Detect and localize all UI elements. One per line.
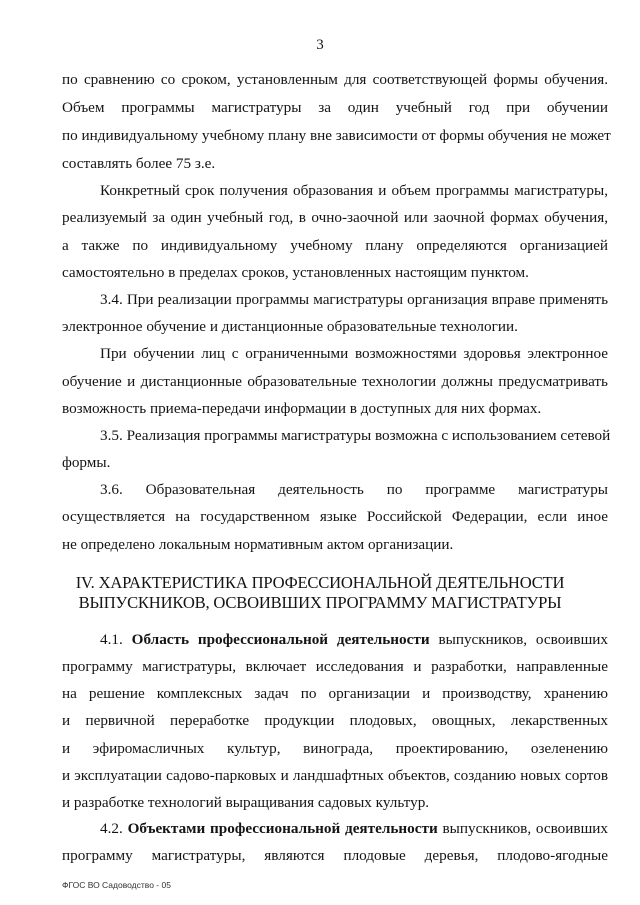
item-text: выпускников, освоивших <box>438 631 609 648</box>
item-4-2-line <box>100 819 608 839</box>
text-line: Конкретный срок получения образования и объем программы магистратуры, <box>100 182 608 199</box>
text-line: и эфиромасличных культур, винограда, проектированию, озеленению <box>62 740 608 757</box>
text-line: на решение комплексных задач по организации и производству, хранению <box>62 685 608 702</box>
text-line: осуществляется на государственном языке Российской Федерации, если иное <box>62 508 608 525</box>
bold-term: Область профессиональной деятельности <box>131 631 430 648</box>
text-line: по индивидуальному учебному плану вне зависимости от формы обучения не может <box>62 127 611 144</box>
text-line: Объем программы магистратуры за один учебный год при обучении <box>62 99 608 116</box>
text-line: 3.6. Образовательная деятельность по программе магистратуры <box>100 481 608 498</box>
text-line: самостоятельно в пределах сроков, установленных настоящим пунктом. <box>62 264 529 281</box>
item-text: выпускников, освоивших <box>442 820 608 837</box>
text-line: возможность приема-передачи информации в доступных для них формах. <box>62 400 542 417</box>
text-line: При обучении лиц с ограниченными возможностями здоровья электронное <box>100 345 608 362</box>
text-line: составлять более 75 з.е. <box>62 155 216 172</box>
text-line: и эксплуатации садово-парковых и ландшафтных объектов, созданию новых сортов <box>62 767 608 784</box>
item-number: 4.2. <box>100 820 123 837</box>
section-heading-line-1: IV. ХАРАКТЕРИСТИКА ПРОФЕССИОНАЛЬНОЙ ДЕЯТЕЛЬНОСТИ <box>75 573 565 592</box>
text-line: электронное обучение и дистанционные образовательные технологии. <box>62 318 518 335</box>
text-line: а также по индивидуальному учебному плану определяются организацией <box>62 237 608 254</box>
text-line: программу магистратуры, включает исследования и разработки, направленные <box>62 658 608 675</box>
page-number: 3 <box>316 37 324 53</box>
text-line: по сравнению со сроком, установленным для соответствующей формы обучения. <box>62 71 608 88</box>
text-line: 3.5. Реализация программы магистратуры возможна с использованием сетевой <box>100 427 611 444</box>
text-line: формы. <box>62 454 111 471</box>
page-footer: ФГОС ВО Садоводство - 05 <box>62 880 171 890</box>
item-number: 4.1. <box>100 631 123 648</box>
text-line: и разработке технологий выращивания садовых культур. <box>62 794 430 811</box>
item-4-1-line <box>100 630 608 650</box>
text-line: обучение и дистанционные образовательные технологии должны предусматривать <box>62 373 608 390</box>
text-line: не определено локальным нормативным актом организации. <box>62 536 454 553</box>
text-line: 3.4. При реализации программы магистратуры организация вправе применять <box>100 291 608 308</box>
text-line: и первичной переработке продукции плодовых, овощных, лекарственных <box>62 712 608 729</box>
text-line: программу магистратуры, являются плодовые деревья, плодово-ягодные <box>62 847 608 864</box>
text-line: реализуемый за один учебный год, в очно-заочной или заочной формах обучения, <box>62 209 608 226</box>
section-heading-line-2: ВЫПУСКНИКОВ, ОСВОИВШИХ ПРОГРАММУ МАГИСТРАТУРЫ <box>78 593 562 612</box>
bold-term: Объектами профессиональной деятельности <box>127 820 438 837</box>
